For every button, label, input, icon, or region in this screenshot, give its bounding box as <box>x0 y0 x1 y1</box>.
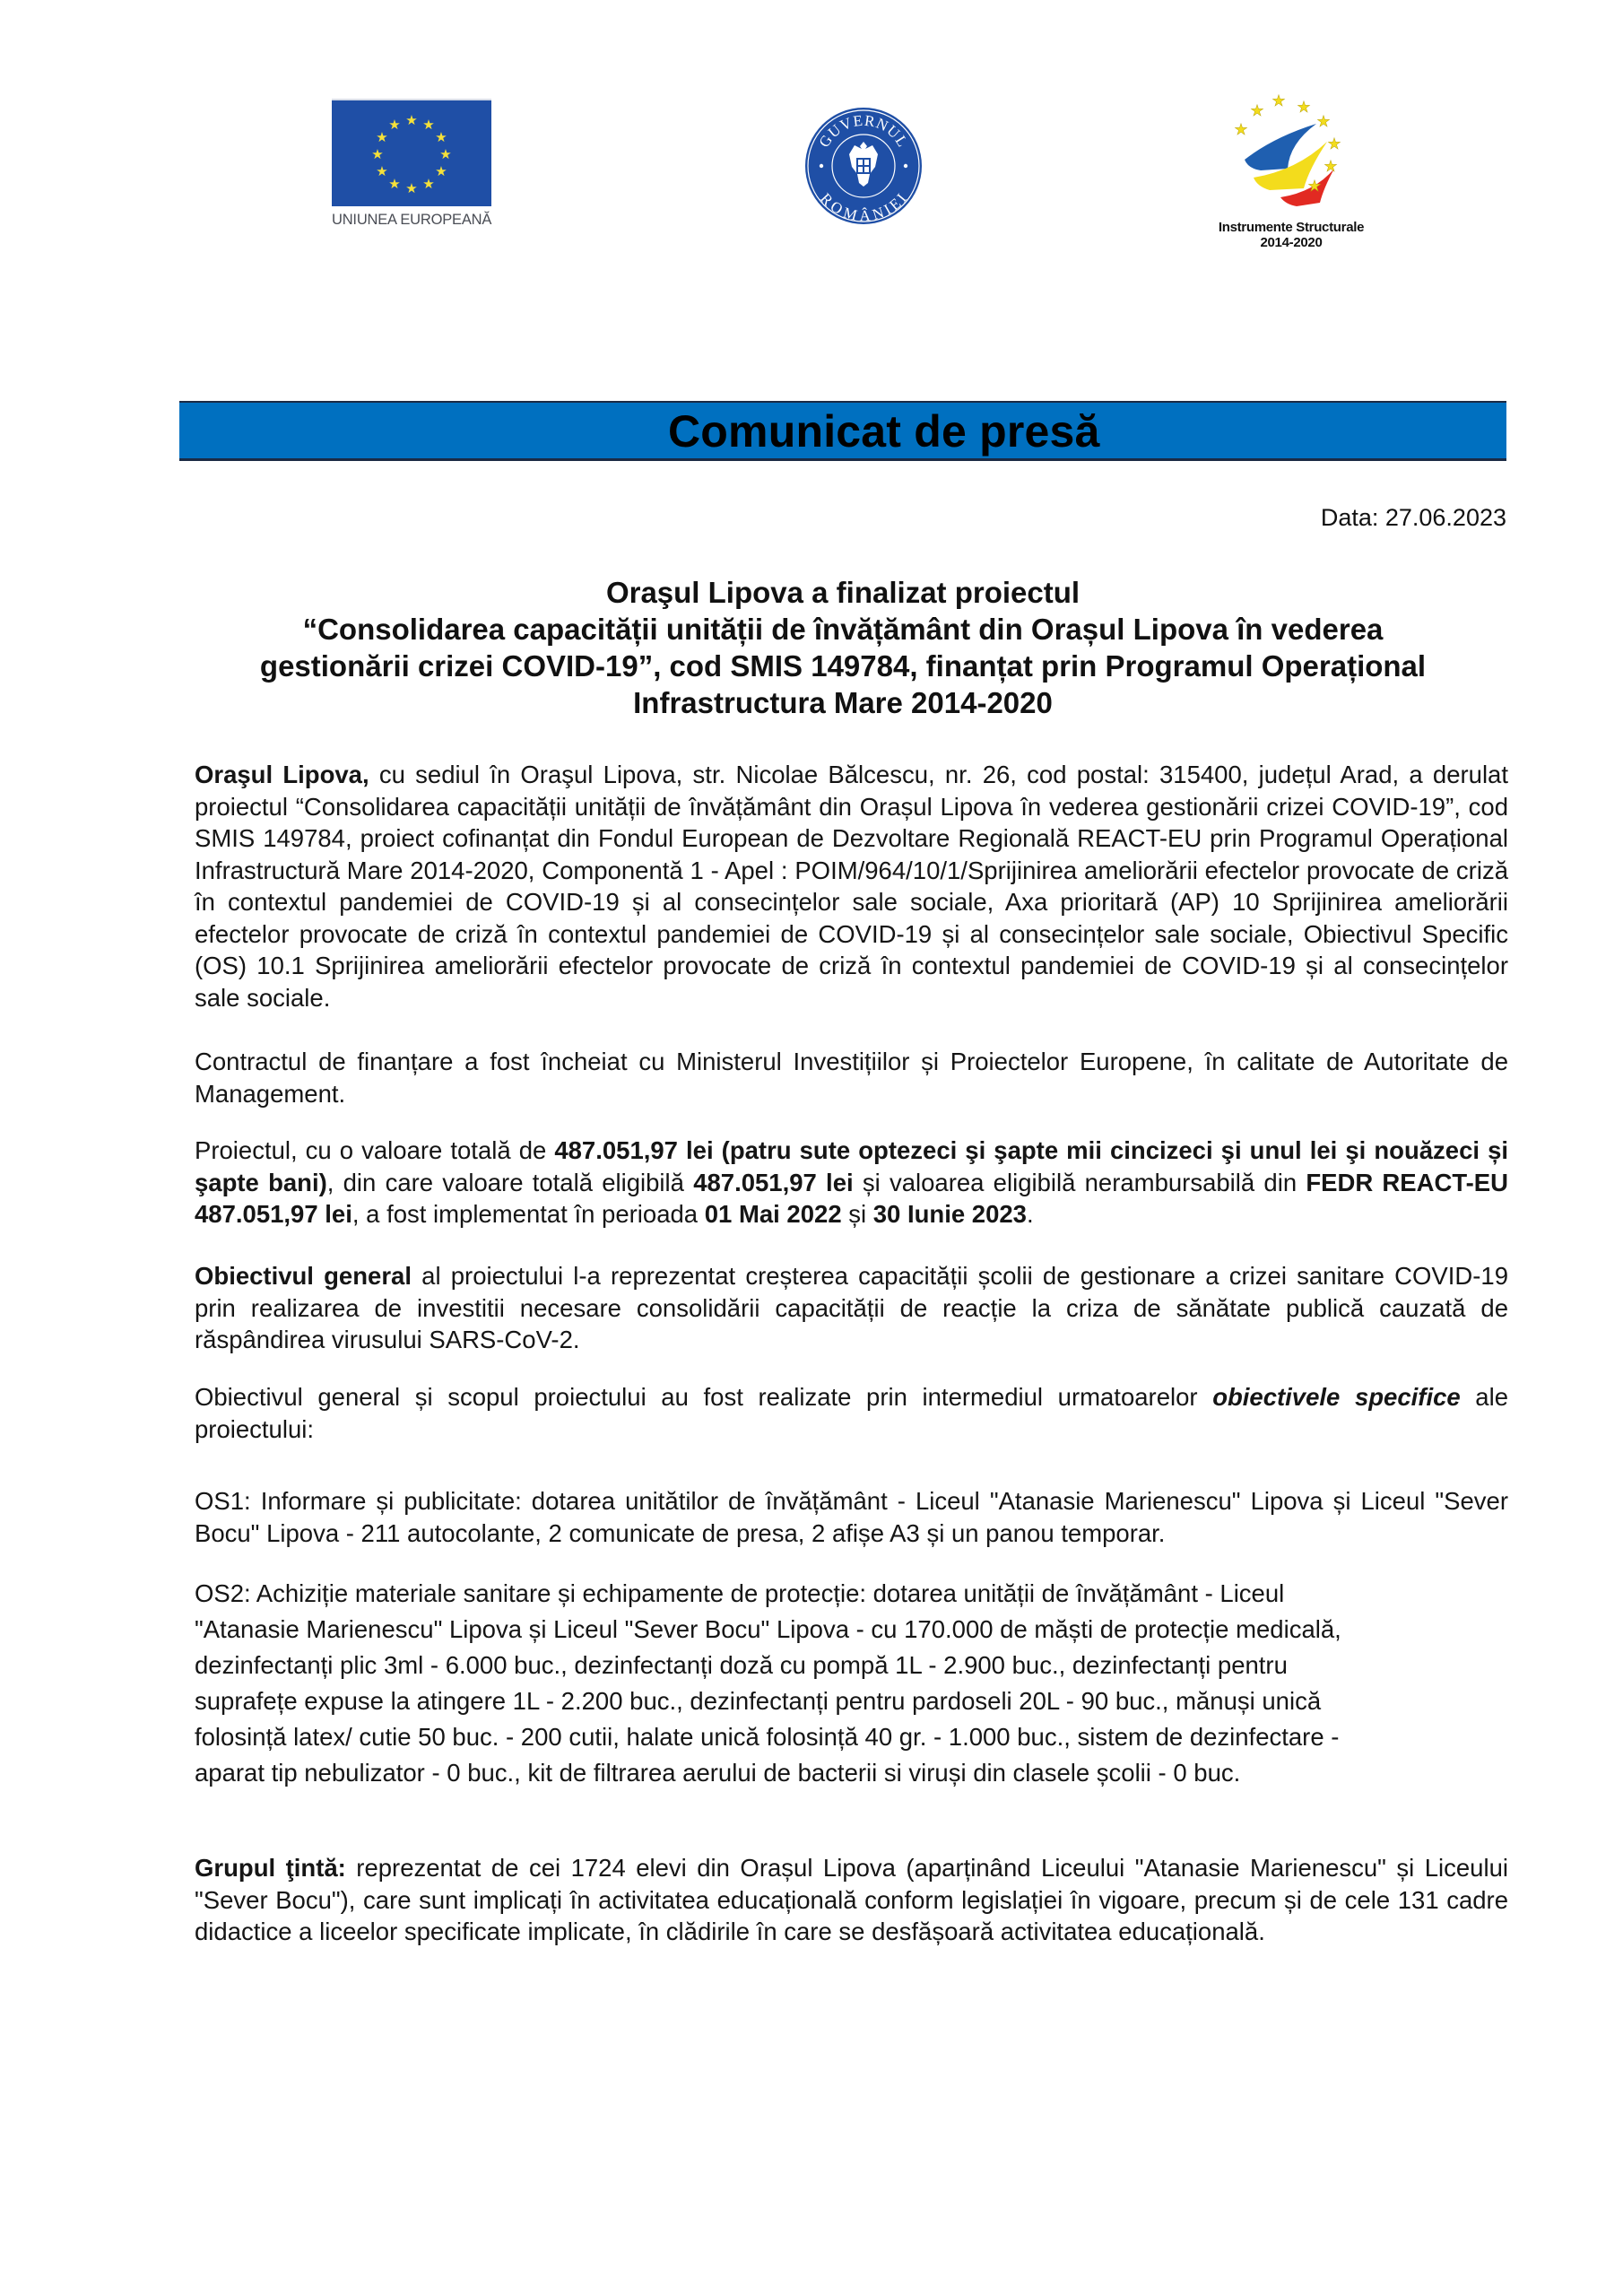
gov-romania-seal-icon <box>803 106 924 226</box>
intro-text: cu sediul în Oraşul Lipova, str. Nicolae Bălcescu, nr. 26, cod postal: 315400, județul Arad, a derulat proiectul “Consolidarea capacității unității de învățământ din Orașul Lipova în vederea gestionării crizei COVID-19”, cod SMIS 149784, proiect cofinanțat din Fondul European de Dezvoltare Regională REACT-EU prin Programul Operațional Infrastructură Mare 2014-2020, Componentă 1 - Apel : POIM/964/10/1/Sprijinirea ameliorării efectelor provocate de criză în contextul pandemiei de COVID-19 și al consecințelor sale sociale, Axa prioritară (AP) 10 Sprijinirea ameliorării efectelor provocate de criză în contextul pandemiei de COVID-19 și al consecințelor sale sociale, Obiectivul Specific (OS) 10.1 Sprijinirea ameliorării efectelor provocate de criză în contextul pandemiei de COVID-19 și al consecințelor sale sociale. <box>195 761 1508 1012</box>
svg-text:★: ★ <box>376 163 388 179</box>
svg-text:★: ★ <box>376 129 388 145</box>
os2-line: "Atanasie Marienescu" Lipova și Liceul "Sever Bocu" Lipova - cu 170.000 de măști de protecție medicală, <box>195 1615 1341 1643</box>
os2-line: aparat tip nebulizator - 0 buc., kit de filtrarea aerului de bacterii si viruși din clasele școlii - 0 buc. <box>195 1759 1241 1787</box>
svg-text:★: ★ <box>1234 121 1248 139</box>
paragraph-contract <box>195 1046 1508 1109</box>
title-line-3: gestionării crizei COVID-19”, cod SMIS 149784, finanțat prin Programul Operațional <box>259 649 1427 683</box>
svg-text:★: ★ <box>435 129 447 145</box>
svg-text:★: ★ <box>405 180 418 196</box>
svg-text:★: ★ <box>388 117 401 133</box>
value-text-1: Proiectul, cu o valoare totală de <box>195 1136 555 1164</box>
svg-text:★: ★ <box>1327 135 1341 153</box>
svg-text:★: ★ <box>405 112 418 128</box>
eu-logo <box>332 99 491 229</box>
eu-flag-icon <box>332 99 491 206</box>
svg-text:★: ★ <box>1307 178 1322 196</box>
os2-line: OS2: Achiziție materiale sanitare și echipamente de protecție: dotarea unității de învățământ - Liceul <box>195 1579 1285 1607</box>
press-release-banner <box>179 401 1506 461</box>
general-objective-lead: Obiectivul general <box>195 1262 412 1290</box>
svg-text:★: ★ <box>439 146 452 162</box>
target-group-text: reprezentat de cei 1724 elevi din Orașul Lipova (aparținând Liceului "Atanasie Marienescu" și Liceului "Sever Bocu"), care sunt implicați în activitatea educațională conform legislației în vigoare, precum și de cele 131 cadre didactice a liceelor specificate implicate, în clădirile în care se desfășoară activitatea educațională. <box>195 1854 1508 1945</box>
svg-text:★: ★ <box>1271 92 1286 110</box>
instrumente-structurale-emblem-icon <box>1211 88 1372 213</box>
os2-line: folosință latex/ cutie 50 buc. - 200 cutii, halate unică folosință 40 gr. - 1.000 buc., sistem de dezinfectare - <box>195 1723 1340 1751</box>
svg-text:★: ★ <box>435 163 447 179</box>
specific-objectives-emphasis: obiectivele specifice <box>1212 1383 1461 1411</box>
svg-text:★: ★ <box>1250 102 1264 120</box>
is-label-line2: 2014-2020 <box>1260 235 1323 250</box>
intro-lead: Oraşul Lipova, <box>195 761 369 788</box>
value-text-6: și <box>841 1200 873 1228</box>
paragraph-project-intro <box>195 759 1508 1013</box>
release-date: Data: 27.06.2023 <box>1320 504 1506 531</box>
paragraph-project-value <box>195 1135 1508 1231</box>
svg-text:ROMÂNIEI: ROMÂNIEI <box>817 189 911 225</box>
paragraph-os2 <box>195 1576 1508 1791</box>
instrumente-structurale-logo <box>1211 88 1372 250</box>
svg-text:★: ★ <box>422 117 435 133</box>
end-date: 30 Iunie 2023 <box>872 1200 1027 1228</box>
value-text-2 <box>714 1136 722 1164</box>
svg-text:★: ★ <box>1297 99 1311 117</box>
instrumente-structurale-label <box>1211 220 1372 250</box>
svg-text:★: ★ <box>371 146 384 162</box>
title-line-1: Oraşul Lipova a finalizat proiectul <box>605 576 1081 609</box>
svg-text:GUVERNUL: GUVERNUL <box>815 111 912 151</box>
non-reimbursable-value: FEDR REACT-EU 487.051,97 lei <box>195 1168 1508 1228</box>
paragraph-os1 <box>195 1485 1508 1549</box>
specific-intro-tail: ale proiectului: <box>195 1383 1508 1443</box>
document-title <box>179 574 1506 721</box>
start-date: 01 Mai 2022 <box>704 1200 842 1228</box>
banner-title: Comunicat de presă <box>668 406 1100 457</box>
general-objective-text: al proiectului l-a reprezentat creșterea capacității școlii de gestionare a crizei sanitare COVID-19 prin realizarea de investitii necesare consolidării capacității de reacție la criza de sănătate publică cauzată de răspândirea virusului SARS-CoV-2. <box>195 1262 1508 1353</box>
contract-text: Contractul de finanțare a fost încheiat cu Ministerul Investițiilor și Proiectelor Europene, în calitate de Autoritate de Management. <box>195 1048 1508 1108</box>
value-text-7: . <box>1026 1200 1034 1228</box>
paragraph-general-objective <box>195 1260 1508 1356</box>
os2-line: dezinfectanți plic 3ml - 6.000 buc., dezinfectanți doză cu pompă 1L - 2.900 buc., dezinfectanți pentru <box>195 1651 1288 1679</box>
target-group-lead: Grupul ţintă: <box>195 1854 346 1882</box>
svg-text:★: ★ <box>1324 158 1338 176</box>
os1-text: OS1: Informare și publicitate: dotarea unitătilor de învățământ - Liceul "Atanasie Marienescu" Lipova și Liceul "Sever Bocu" Lipova - 211 autocolante, 2 comunicate de presa, 2 afișe A3 și un panou temporar. <box>195 1487 1508 1547</box>
paragraph-specific-objectives-intro <box>195 1381 1508 1445</box>
total-value-words: (patru sute optezeci şi şapte mii cincizeci şi unul lei şi nouăzeci și şapte bani) <box>195 1136 1508 1196</box>
eligible-value: 487.051,97 lei <box>693 1168 854 1196</box>
eu-label: UNIUNEA EUROPEANĂ <box>332 212 492 228</box>
value-text-4: și valoarea eligibilă nerambursabilă din <box>853 1168 1306 1196</box>
paragraph-target-group <box>195 1852 1508 1948</box>
total-value: 487.051,97 lei <box>554 1136 714 1164</box>
svg-text:★: ★ <box>388 176 401 192</box>
svg-text:★: ★ <box>422 176 435 192</box>
os2-line: suprafețe expuse la atingere 1L - 2.200 buc., dezinfectanți pentru pardoseli 20L - 90 buc., mănuși unică <box>195 1687 1322 1715</box>
title-line-4: Infrastructura Mare 2014-2020 <box>633 686 1053 719</box>
value-text-5: , a fost implementat în perioada <box>352 1200 705 1228</box>
title-line-2: “Consolidarea capacității unității de învățământ din Orașul Lipova în vederea <box>302 613 1384 646</box>
svg-text:★: ★ <box>1316 113 1331 131</box>
specific-intro-text: Obiectivul general și scopul proiectului au fost realizate prin intermediul urmatoarelor <box>195 1383 1213 1411</box>
is-label-line1: Instrumente Structurale <box>1218 220 1365 235</box>
value-text-3: , din care valoare totală eligibilă <box>326 1168 694 1196</box>
